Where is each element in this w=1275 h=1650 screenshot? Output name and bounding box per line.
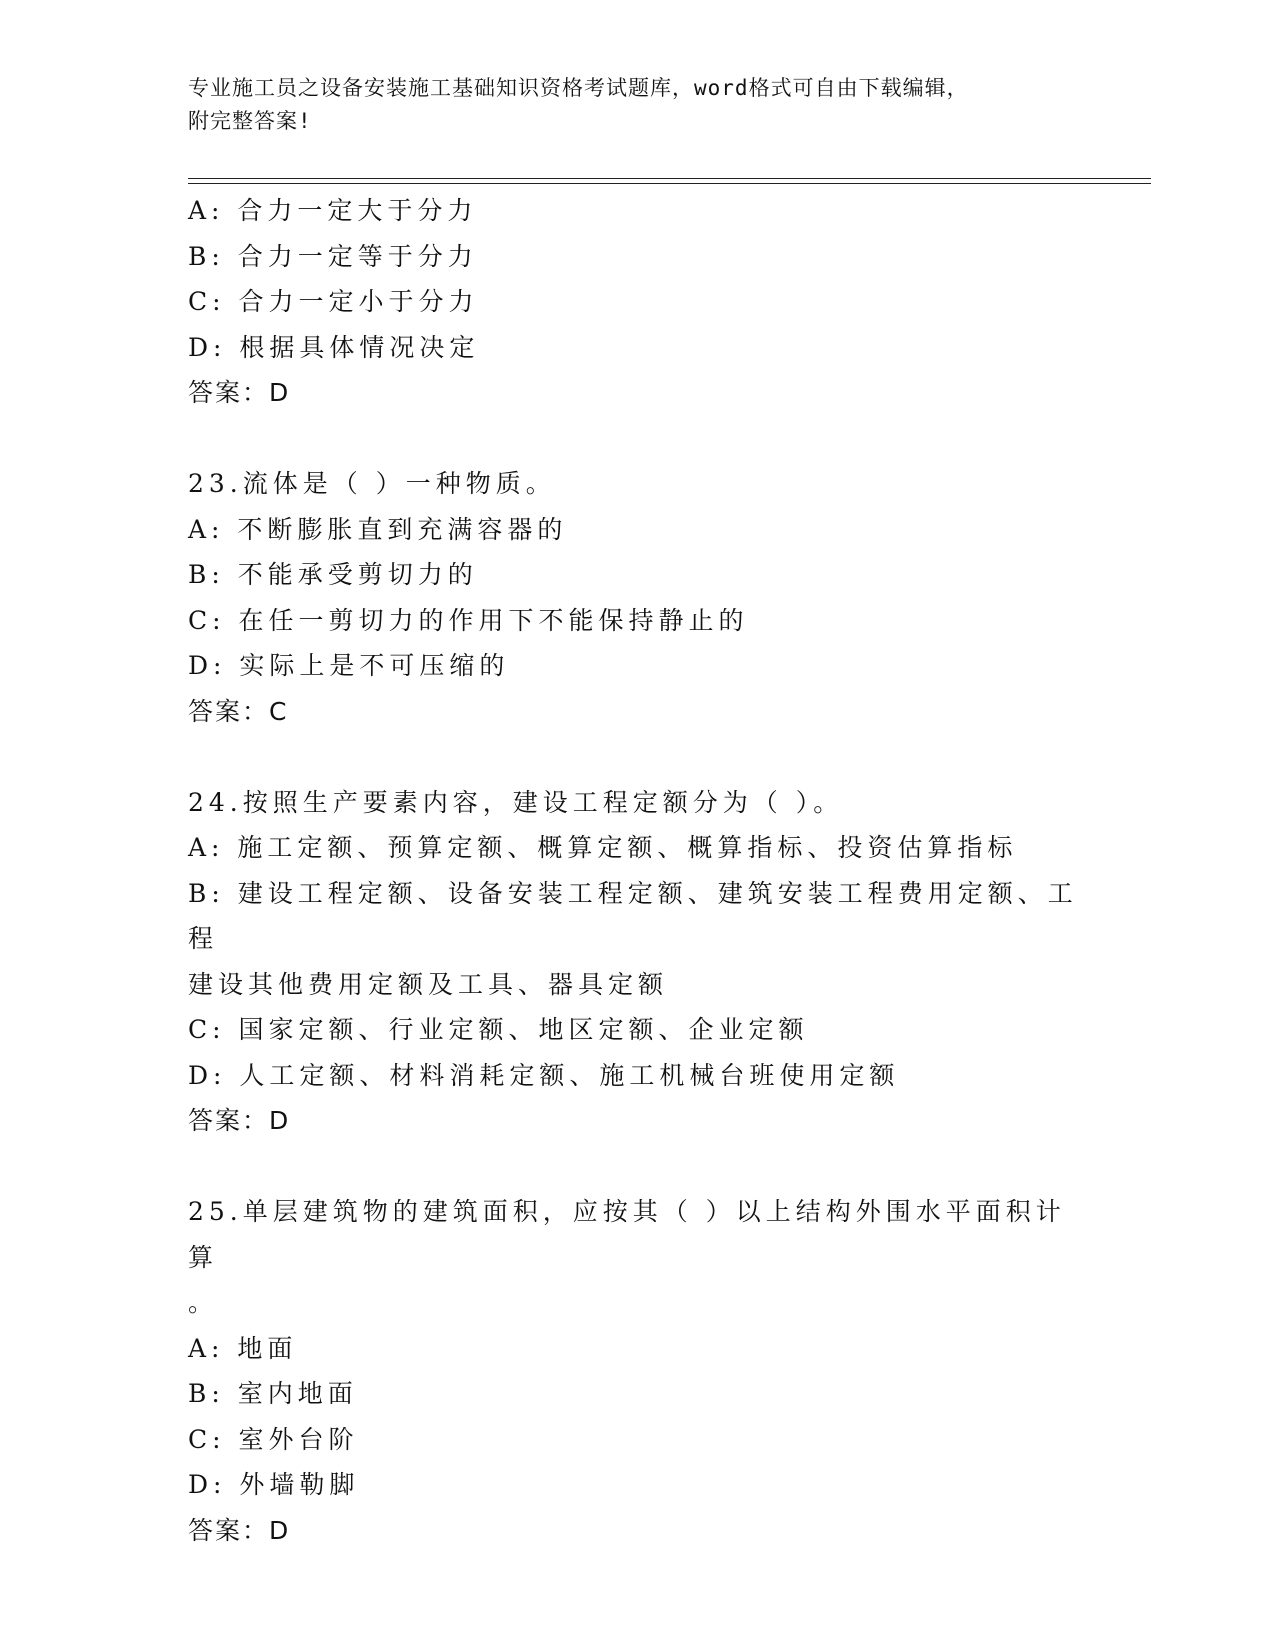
option-c: C: 合力一定小于分力 [188,287,479,316]
question-22-block [188,188,1088,416]
option-b-continuation: 建设其他费用定额及工具、器具定额 [188,969,669,999]
option-a: A: 施工定额、预算定额、概算定额、概算指标、投资估算指标 [188,833,1018,862]
header-line-2: 附完整答案! [188,109,312,133]
option-d: D: 外墙勒脚 [188,1470,360,1499]
option-a: A: 不断膨胀直到充满容器的 [188,514,568,544]
question-23-block [188,461,1088,734]
answer-line: 答案：D [188,1106,291,1135]
spacer [188,416,1088,462]
option-d: D: 根据具体情况决定 [188,332,480,362]
question-text: 23.流体是（ ）一种物质。 [188,469,556,498]
option-c: C: 在任一剪切力的作用下不能保持静止的 [188,605,749,635]
question-25-block [188,1189,1088,1553]
header-line-1: 专业施工员之设备安装施工基础知识资格考试题库，word格式可自由下载编辑， [188,76,969,100]
header-rule-bottom [188,183,1151,184]
header-rule-top [188,178,1151,179]
answer-line: 答案：C [188,696,289,726]
document-header [188,72,1068,138]
option-a: A: 合力一定大于分力 [188,196,478,225]
option-a: A: 地面 [188,1333,298,1363]
answer-line: 答案：D [188,1515,291,1545]
option-c: C: 国家定额、行业定额、地区定额、企业定额 [188,1015,809,1044]
question-text: 24.按照生产要素内容，建设工程定额分为（ ）。 [188,787,844,817]
option-d: D: 实际上是不可压缩的 [188,651,510,680]
question-text-continuation: 。 [188,1288,219,1317]
question-24-block [188,780,1088,1144]
option-c: C: 室外台阶 [188,1424,359,1454]
option-b: B: 建设工程定额、设备安装工程定额、建筑安装工程费用定额、工程 [188,878,1078,953]
option-d: D: 人工定额、材料消耗定额、施工机械台班使用定额 [188,1060,900,1090]
option-b: B: 不能承受剪切力的 [188,560,478,589]
question-text: 25.单层建筑物的建筑面积，应按其（ ）以上结构外围水平面积计算 [188,1197,1066,1272]
option-b: B: 室内地面 [188,1379,358,1408]
spacer [188,734,1088,780]
question-content [188,188,1088,1553]
option-b: B: 合力一定等于分力 [188,241,478,271]
spacer [188,1144,1088,1190]
answer-line: 答案：D [188,378,291,407]
